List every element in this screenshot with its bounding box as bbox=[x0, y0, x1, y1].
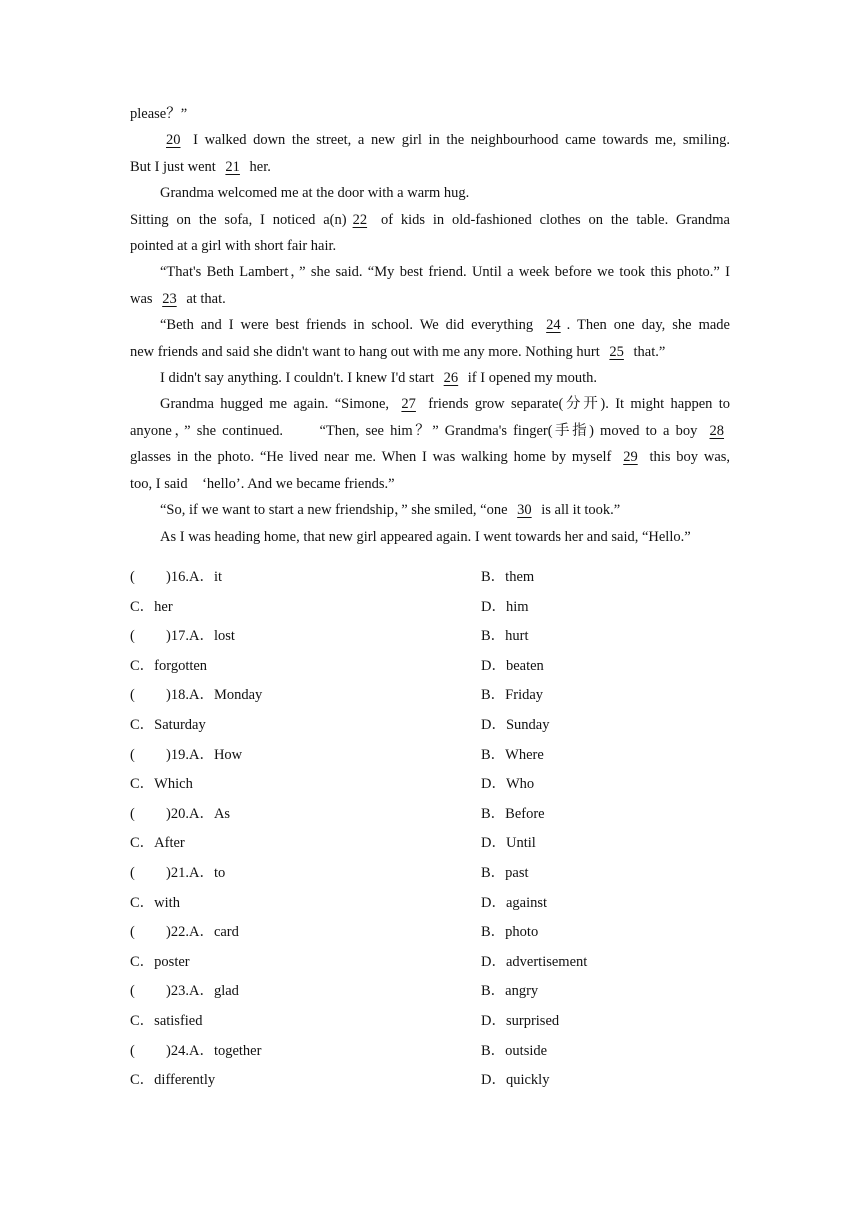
passage-text: I didn't say anything. I couldn't. I knew I'd start bbox=[160, 370, 435, 387]
option-a: A．lost bbox=[188, 628, 235, 645]
question-number: )23. bbox=[166, 983, 189, 1000]
passage-line: too, I said ‘hello’. And we became friends.” bbox=[130, 475, 395, 492]
option-d: D．surprised bbox=[481, 1012, 560, 1029]
option-d: D．Who bbox=[481, 776, 535, 793]
question-number: )19. bbox=[166, 746, 189, 763]
option-b: B．Friday bbox=[481, 687, 544, 704]
option-a: A．card bbox=[188, 924, 239, 941]
option-c: C．differently bbox=[130, 1072, 216, 1089]
option-c: C．Saturday bbox=[130, 716, 206, 733]
passage-text: But I just went bbox=[130, 158, 216, 175]
passage-line bbox=[130, 418, 730, 444]
option-b: B．past bbox=[481, 864, 529, 881]
blank-30: 30 bbox=[517, 502, 532, 519]
question-row bbox=[130, 652, 730, 682]
passage-line: As I was heading home, that new girl appeared again. I went towards her and said, “Hello.” bbox=[160, 528, 691, 545]
passage-text: her. bbox=[249, 158, 271, 175]
passage-line bbox=[130, 497, 730, 523]
answer-bracket: ( bbox=[130, 687, 135, 704]
question-row bbox=[130, 1066, 730, 1096]
option-d: D．Until bbox=[481, 835, 536, 852]
question-row bbox=[130, 1007, 730, 1037]
passage-line bbox=[130, 207, 730, 233]
question-row bbox=[130, 1037, 730, 1067]
passage-text: if I opened my mouth. bbox=[467, 370, 598, 387]
option-c: C．After bbox=[130, 835, 185, 852]
question-row bbox=[130, 681, 730, 711]
passage-line bbox=[130, 444, 730, 470]
option-d: D．quickly bbox=[481, 1072, 550, 1089]
option-d: D．beaten bbox=[481, 657, 544, 674]
option-c: C．with bbox=[130, 894, 180, 911]
option-d: D．against bbox=[481, 894, 548, 911]
passage-text: “Beth and I were best friends in school. We did everything bbox=[160, 317, 534, 334]
option-b: B．photo bbox=[481, 924, 539, 941]
option-b: B．Before bbox=[481, 805, 545, 822]
blank-27: 27 bbox=[401, 396, 416, 413]
answer-bracket: ( bbox=[130, 805, 135, 822]
passage-text: this boy was, bbox=[649, 449, 731, 466]
question-row bbox=[130, 711, 730, 741]
option-c: C．satisfied bbox=[130, 1012, 203, 1029]
answer-bracket: ( bbox=[130, 983, 135, 1000]
blank-28: 28 bbox=[709, 422, 725, 439]
option-b: B．angry bbox=[481, 983, 539, 1000]
passage-text: anyone，” she continued. “Then, see him？” Grandma's finger(手指) moved to a boy bbox=[130, 422, 698, 439]
blank-22: 22 bbox=[352, 211, 368, 228]
answer-options bbox=[130, 563, 730, 1096]
option-c: C．forgotten bbox=[130, 657, 208, 674]
passage-line bbox=[130, 365, 730, 391]
blank-23: 23 bbox=[162, 290, 177, 307]
option-a: A．to bbox=[188, 864, 226, 881]
passage-line bbox=[130, 286, 730, 312]
option-b: B．Where bbox=[481, 746, 544, 763]
option-a: A．it bbox=[188, 569, 222, 585]
question-row bbox=[130, 800, 730, 830]
question-row bbox=[130, 977, 730, 1007]
question-number: )17. bbox=[166, 628, 189, 645]
passage-line: “That's Beth Lambert，” she said. “My best friend. Until a week before we took this photo.” I bbox=[160, 264, 730, 281]
option-c: C．her bbox=[130, 598, 173, 615]
blank-26: 26 bbox=[443, 370, 459, 387]
option-d: D．him bbox=[481, 598, 529, 615]
cloze-passage bbox=[130, 101, 730, 550]
option-a: A．As bbox=[188, 805, 231, 822]
question-row bbox=[130, 563, 730, 593]
passage-line bbox=[130, 391, 730, 417]
question-row bbox=[130, 741, 730, 771]
answer-bracket: ( bbox=[130, 1042, 135, 1059]
option-a: A．How bbox=[188, 746, 243, 763]
passage-line bbox=[130, 339, 730, 365]
blank-29: 29 bbox=[623, 449, 638, 466]
passage-text: was bbox=[130, 290, 153, 307]
question-number: )22. bbox=[166, 924, 189, 941]
blank-21: 21 bbox=[225, 158, 240, 175]
passage-line bbox=[130, 154, 730, 180]
question-row bbox=[130, 948, 730, 978]
option-b: B．hurt bbox=[481, 628, 529, 645]
passage-line: Grandma welcomed me at the door with a warm hug. bbox=[160, 185, 470, 202]
question-row bbox=[130, 770, 730, 800]
passage-text: new friends and said she didn't want to hang out with me any more. Nothing hurt bbox=[130, 343, 600, 360]
passage-line bbox=[130, 312, 730, 338]
answer-bracket: ( bbox=[130, 569, 135, 585]
question-number: )16. bbox=[166, 569, 189, 585]
blank-20: 20 bbox=[166, 132, 181, 149]
passage-text: “So, if we want to start a new friendship，” she smiled, “one bbox=[160, 502, 508, 519]
question-row bbox=[130, 593, 730, 623]
passage-line: pointed at a girl with short fair hair. bbox=[130, 238, 337, 255]
passage-line: please？” bbox=[130, 106, 188, 122]
option-c: C．Which bbox=[130, 776, 193, 793]
option-a: A．together bbox=[188, 1042, 262, 1059]
passage-text: glasses in the photo. “He lived near me. When I was walking home by myself bbox=[130, 449, 612, 466]
passage-text: Sitting on the sofa, I noticed a(n) bbox=[130, 211, 347, 228]
option-b: B．outside bbox=[481, 1042, 548, 1059]
option-c: C．poster bbox=[130, 953, 190, 970]
question-row bbox=[130, 859, 730, 889]
passage-line bbox=[130, 127, 730, 153]
answer-bracket: ( bbox=[130, 924, 135, 941]
passage-text: at that. bbox=[186, 290, 226, 307]
passage-text: that.” bbox=[633, 343, 666, 360]
option-d: D．advertisement bbox=[481, 953, 588, 970]
answer-bracket: ( bbox=[130, 628, 135, 645]
passage-text: Grandma hugged me again. “Simone, bbox=[160, 396, 390, 413]
question-number: )18. bbox=[166, 687, 189, 704]
option-a: A．glad bbox=[188, 983, 239, 1000]
question-row bbox=[130, 889, 730, 919]
question-number: )21. bbox=[166, 864, 189, 881]
option-d: D．Sunday bbox=[481, 716, 550, 733]
passage-text: I walked down the street, a new girl in the neighbourhood came towards me, smiling. bbox=[193, 132, 731, 149]
passage-text: friends grow separate(分开). It might happen to bbox=[428, 396, 731, 413]
blank-25: 25 bbox=[609, 343, 624, 360]
question-number: )24. bbox=[166, 1042, 189, 1059]
passage-text: of kids in old-fashioned clothes on the table. Grandma bbox=[380, 211, 730, 228]
option-a: A．Monday bbox=[188, 687, 263, 704]
passage-text: is all it took.” bbox=[541, 502, 621, 519]
question-row bbox=[130, 918, 730, 948]
question-row bbox=[130, 622, 730, 652]
option-b: B．them bbox=[481, 569, 535, 585]
question-row bbox=[130, 829, 730, 859]
answer-bracket: ( bbox=[130, 746, 135, 763]
passage-text: . Then one day, she made bbox=[566, 317, 730, 334]
answer-bracket: ( bbox=[130, 864, 135, 881]
blank-24: 24 bbox=[546, 317, 561, 334]
question-number: )20. bbox=[166, 805, 189, 822]
